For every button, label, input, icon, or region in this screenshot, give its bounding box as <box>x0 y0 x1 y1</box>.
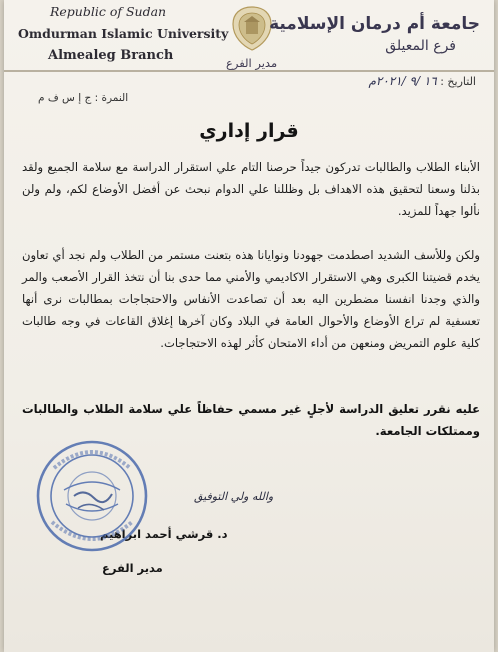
date-label: التاريخ : <box>440 75 476 88</box>
letterhead-branch: Almealeg Branch <box>48 48 174 63</box>
paragraph-2: ولكن وللأسف الشديد اصطدمت جهودنا ونوايانا هذه بتعنت مستمر من الطلاب ولم نجد أي تعاون يخدم قضيتنا الكبرى وهي الاستقرار الاكاديمي والأمني مما حدى بنا أن نتخذ القرار الأصعب والمر والذي وجدنا انفسنا مضطرين اليه بعد أن تصاعدت الأنفاس والاحتجاجات بمطالبات نرى أنها تعسفية لم تراع الأوضاع والأحوال العامة في البلاد وكان آخرها إغلاق القاعات في وجه طالبات كلية علوم التمريض ومنعهن من أداء الامتحان كأثر لهذه الاحتجاجات. <box>22 248 480 350</box>
official-stamp-icon <box>34 438 150 554</box>
letterhead-divider <box>4 70 494 72</box>
letterhead-branch-arabic: فرع المعيلق <box>385 38 456 54</box>
signatory-name: د. قرشي أحمد ابراهيم <box>100 527 228 541</box>
letterhead-office-title: مدير الفرع <box>226 56 278 70</box>
date-value: ١٦ /٩ /٢٠٢١م <box>368 74 437 88</box>
letterhead-country: Republic of Sudan <box>50 4 167 19</box>
letterhead-university-arabic: جامعة أم درمان الإسلامية <box>269 14 480 34</box>
reference-number: النمرة : ج إ س ف م <box>38 92 129 104</box>
closing-handwritten: والله ولي التوفيق <box>194 490 274 503</box>
letter-page <box>4 0 494 652</box>
signatory-role: مدير الفرع <box>102 561 163 575</box>
letterhead-university: Omdurman Islamic University <box>18 26 229 41</box>
paragraph-1: الأبناء الطلاب والطالبات تدركون جيداً حرصنا التام علي استقرار الدراسة مع سلامة الجميع ولقد بذلنا وسعنا لتحقيق هذه الاهداف بل وظللنا علي الدوام نبحث عن أفضل الأوضاع لكم، ولم ولن نألوا جهداً للمزيد. <box>22 160 480 218</box>
paragraph-decision: عليه نقرر تعليق الدراسة لأجلٍ غير مسمي حفاظاً علي سلامة الطلاب والطالبات وممتلكات الجامعة. <box>22 402 480 438</box>
document-title: قرار إداري <box>199 120 299 142</box>
date-line <box>368 74 476 88</box>
